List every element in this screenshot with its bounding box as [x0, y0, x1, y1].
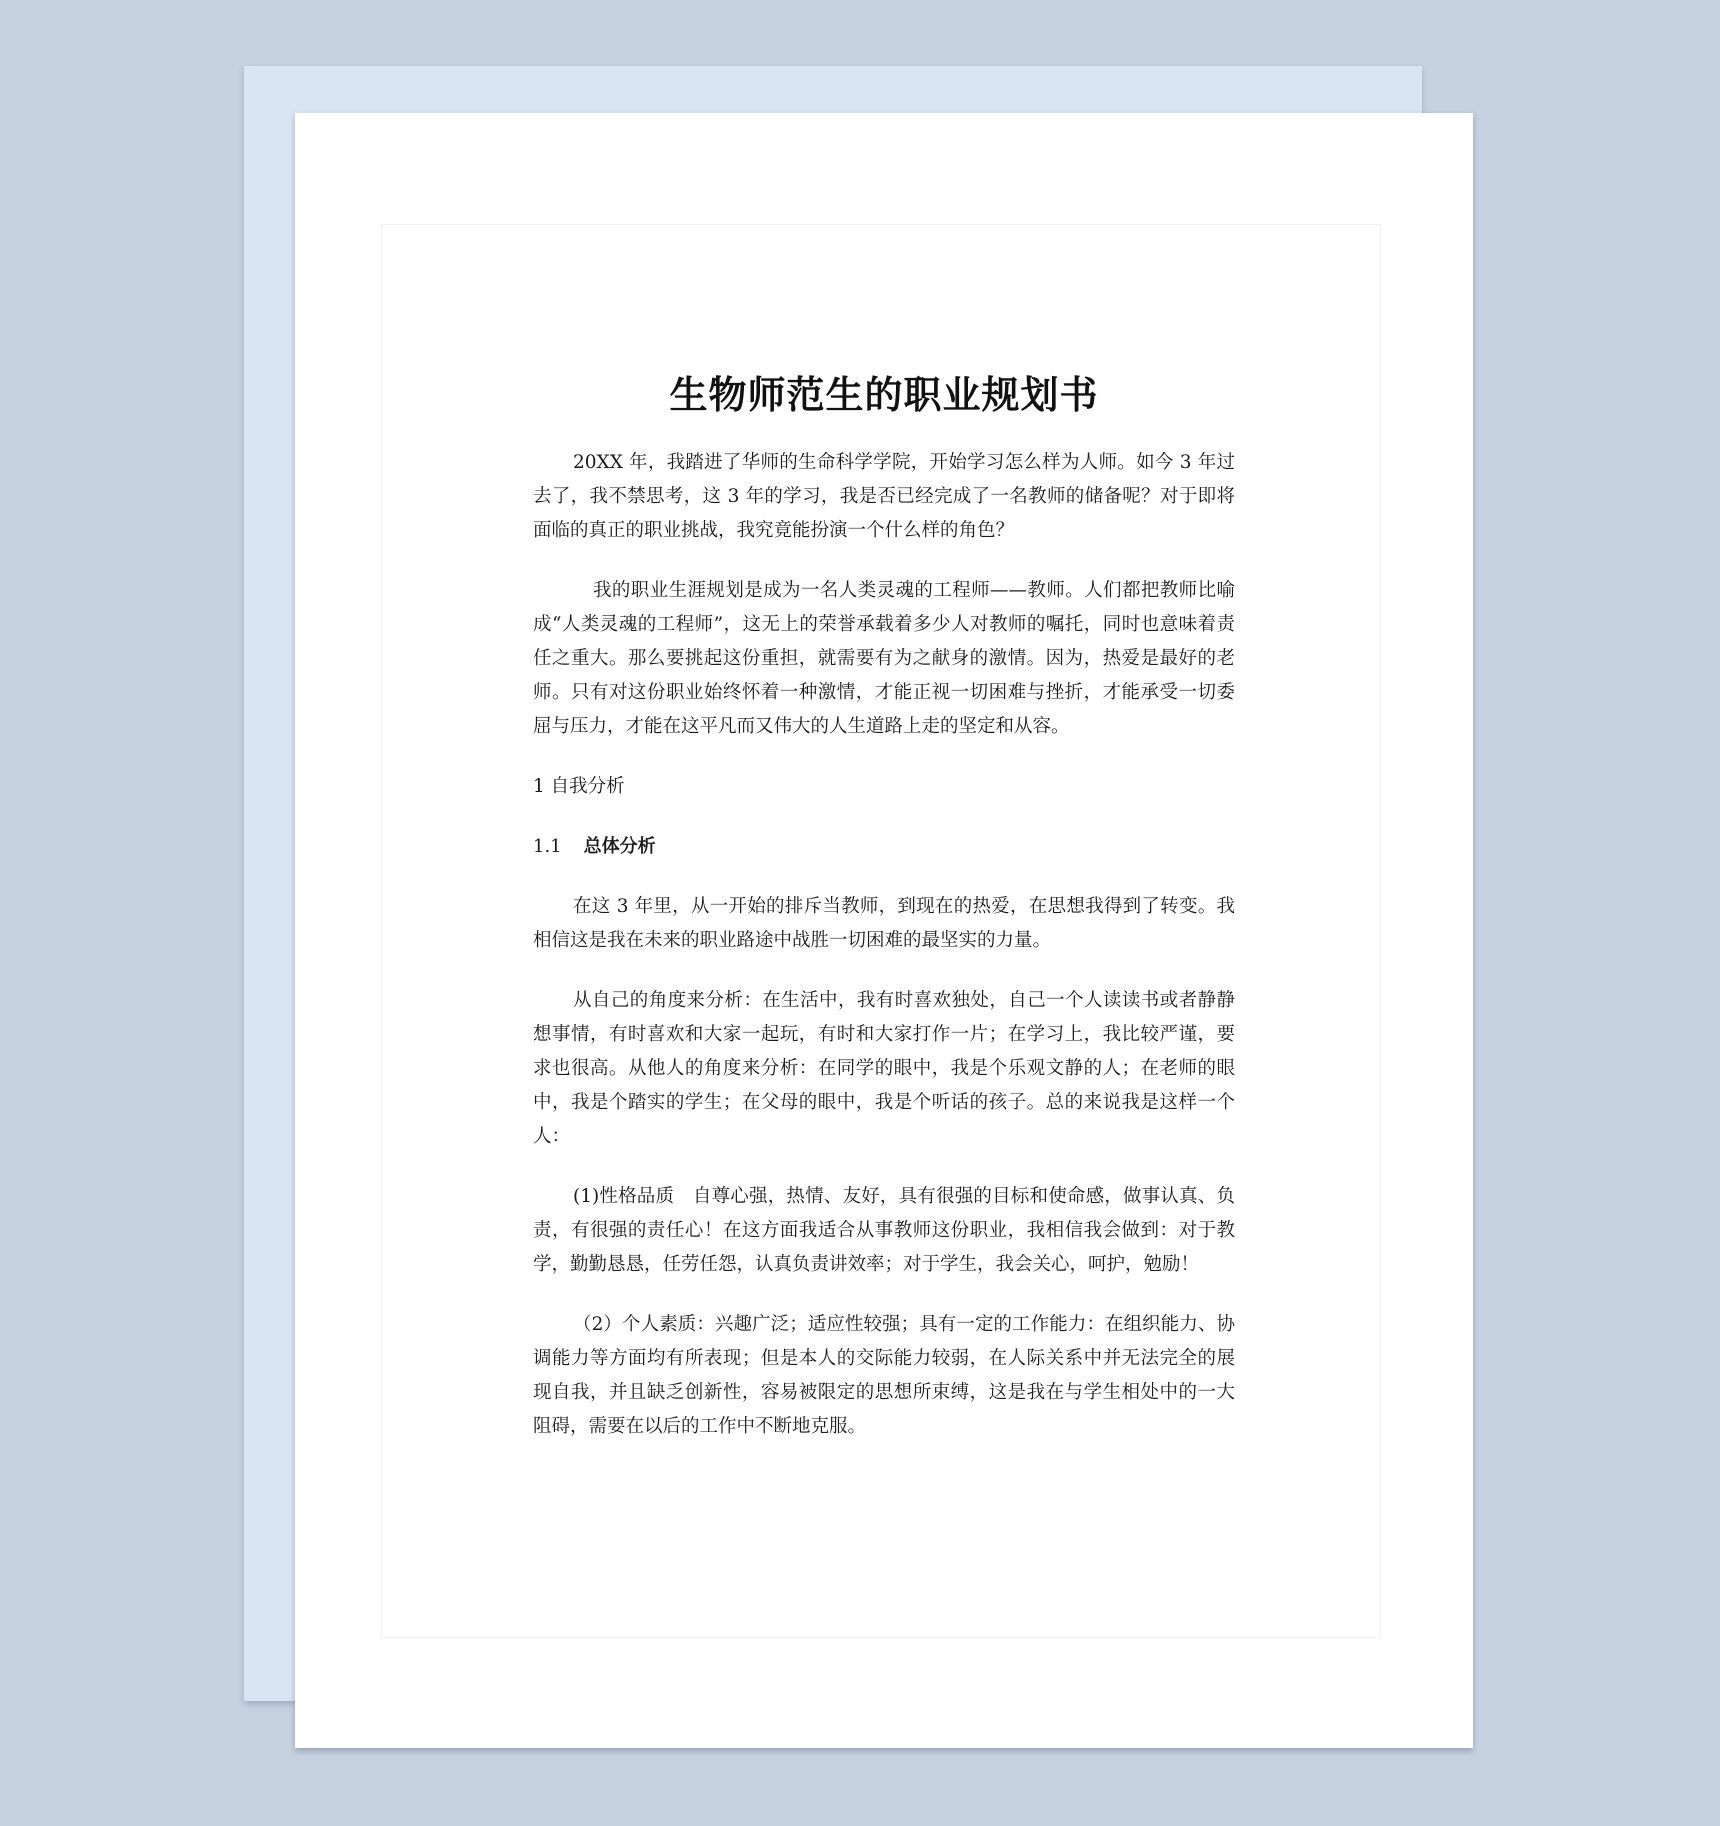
change-paragraph: 在这 3 年里，从一开始的排斥当教师，到现在的热爱，在思想我得到了转变。我相信这是我在未来的职业路途中战胜一切困难的最坚实的力量。: [533, 896, 1235, 951]
subsection-heading-overall-analysis: [533, 830, 1235, 864]
section-heading-self-analysis: 1 自我分析: [533, 776, 625, 797]
perspective-paragraph: 从自己的角度来分析：在生活中，我有时喜欢独处，自己一个人读读书或者静静想事情，有时喜欢和大家一起玩，有时和大家打作一片；在学习上，我比较严谨，要求也很高。从他人的角度来分析：在同学的眼中，我是个乐观文静的人；在老师的眼中，我是个踏实的学生；在父母的眼中，我是个听话的孩子。总的来说我是这样一个人：: [533, 990, 1235, 1147]
subsection-title: 总体分析: [583, 836, 656, 857]
document-title: 生物师范生的职业规划书: [669, 373, 1099, 417]
document-body: [533, 370, 1235, 1470]
character-paragraph: (1)性格品质 自尊心强，热情、友好，具有很强的目标和使命感，做事认真、负责，有很强的责任心！在这方面我适合从事教师这份职业，我相信我会做到：对于教学，勤勤恳恳，任劳任怨，认真负责讲效率；对于学生，我会关心，呵护，勉励！: [533, 1186, 1235, 1275]
career-plan-paragraph: 我的职业生涯规划是成为一名人类灵魂的工程师——教师。人们都把教师比喻成“人类灵魂的工程师”，这无上的荣誉承载着多少人对教师的嘱托，同时也意味着责任之重大。那么要挑起这份重担，就需要有为之献身的激情。因为，热爱是最好的老师。只有对这份职业始终怀着一种激情，才能正视一切困难与挫折，才能承受一切委屈与压力，才能在这平凡而又伟大的人生道路上走的坚定和从容。: [533, 580, 1235, 737]
quality-paragraph: （2）个人素质：兴趣广泛；适应性较强；具有一定的工作能力：在组织能力、协调能力等方面均有所表现；但是本人的交际能力较弱，在人际关系中并无法完全的展现自我，并且缺乏创新性，容易被限定的思想所束缚，这是我在与学生相处中的一大阻碍，需要在以后的工作中不断地克服。: [533, 1314, 1235, 1437]
document-page: [295, 113, 1473, 1748]
intro-paragraph: 20XX 年，我踏进了华师的生命科学学院，开始学习怎么样为人师。如今 3 年过去了，我不禁思考，这 3 年的学习，我是否已经完成了一名教师的储备呢？对于即将面临的真正的职业挑战，我究竟能扮演一个什么样的角色？: [533, 452, 1235, 541]
subsection-number: 1.1: [533, 836, 562, 857]
